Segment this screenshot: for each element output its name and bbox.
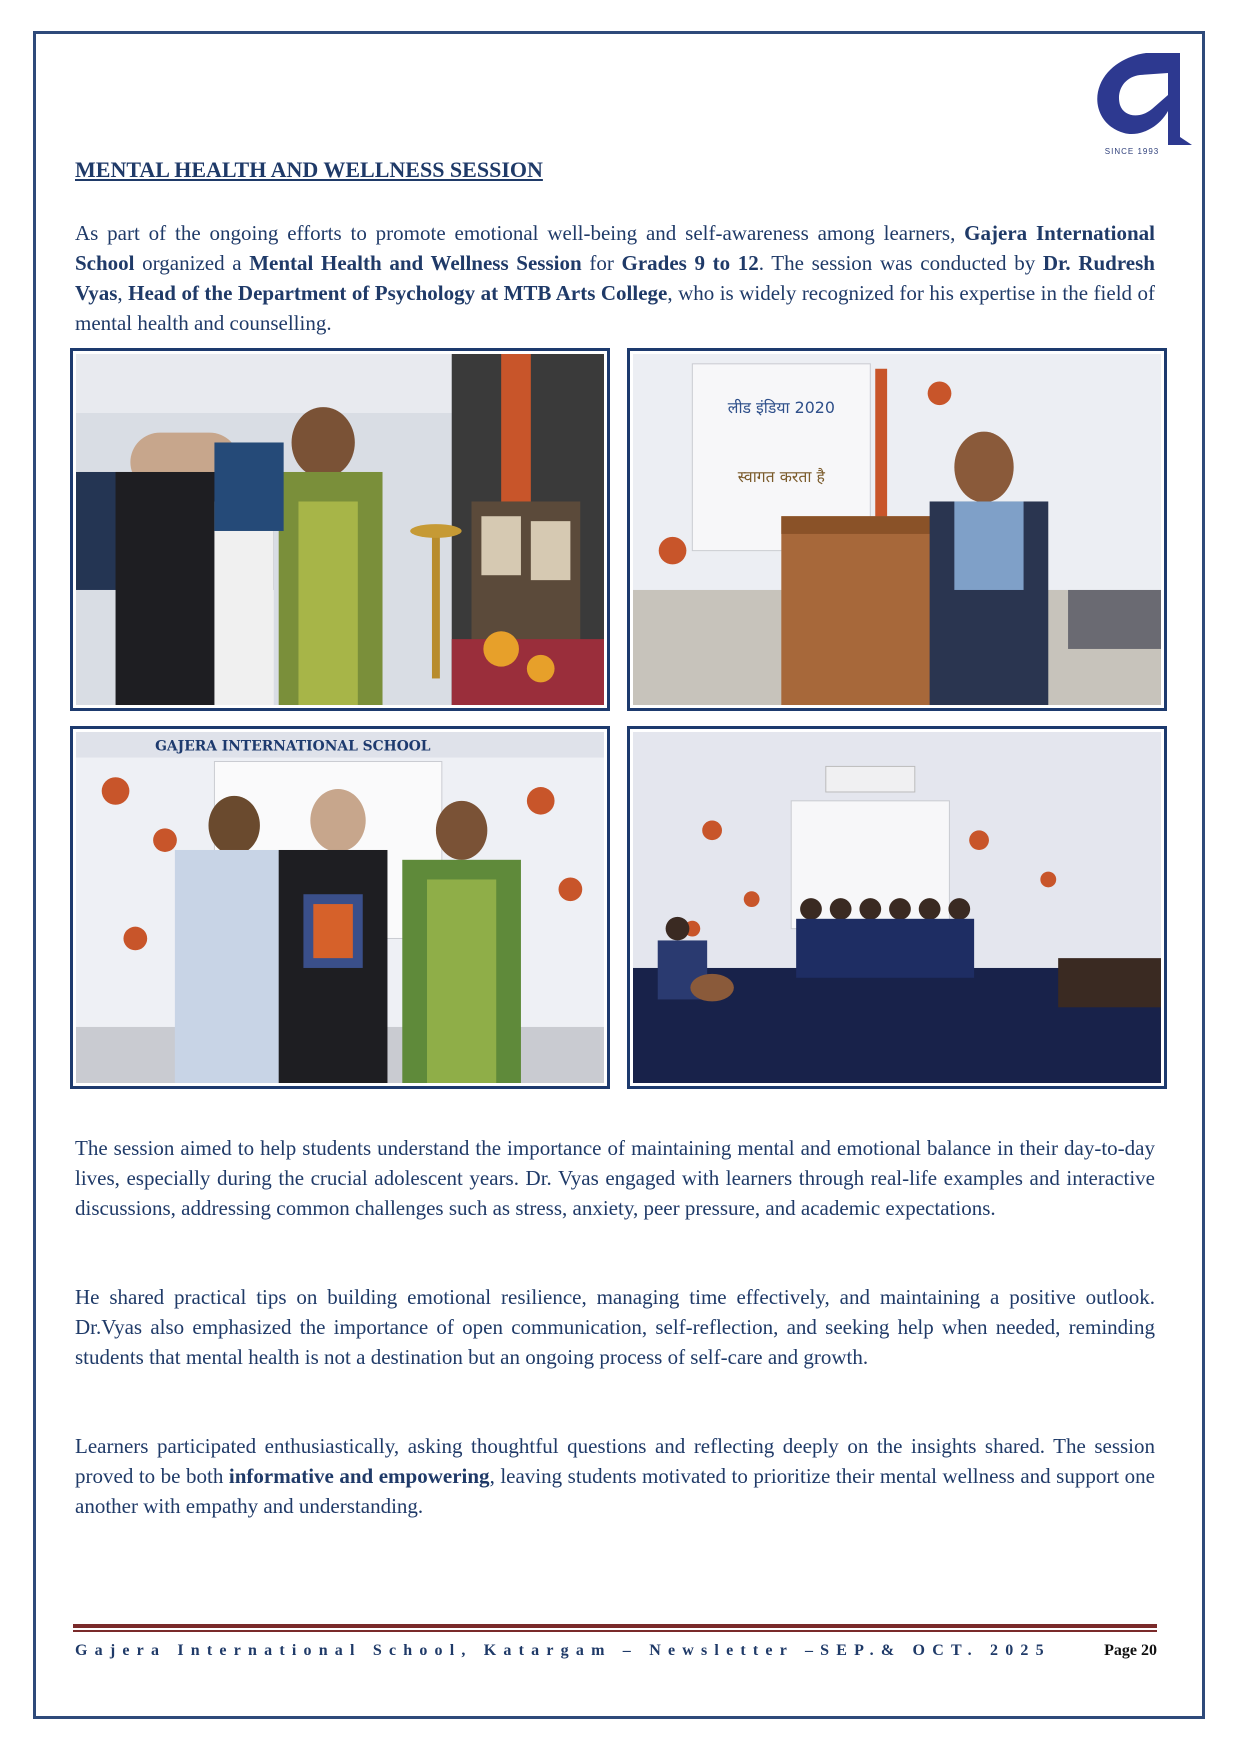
body-paragraph-3: He shared practical tips on building emotional resilience, managing time effectively, and maintaining a positive outlook. Dr.Vyas also emphasized the importance of open communication, self-reflection, and seeking help when needed, reminding students that mental health is not a destination but an ongoing process of self-care and growth. <box>75 1285 1155 1369</box>
body-paragraph-2: The session aimed to help students understand the importance of maintaining mental and emotional balance in their day-to-day lives, especially during the crucial adolescent years. Dr. Vyas engaged with learners through real-life examples and interactive discussions, addressing common challenges such as stress, anxiety, peer pressure, and academic expectations. <box>75 1136 1155 1220</box>
body-paragraph-4: Learners participated enthusiastically, asking thoughtful questions and reflecting deeply on the insights shared. The session proved to be both informative and empowering, leaving students motivated to prioritize their mental wellness and support one another with empathy and understanding. <box>75 1434 1155 1518</box>
logo-since-text: SINCE 1993 <box>1104 147 1160 156</box>
page-number: Page 20 <box>1104 1642 1157 1659</box>
photo-students-performance <box>627 726 1167 1089</box>
intro-paragraph: As part of the ongoing efforts to promote emotional well-being and self-awareness among learners, Gajera International School organized a Mental Health and Wellness Session for Grades 9 to 12. The session was conducted by Dr. Rudresh Vyas, Head of the Department of Psychology at MTB Arts College, who is widely recognized for his expertise in the field of mental health and counselling. <box>75 221 1156 335</box>
banner-welcome-text: स्वागत करता है <box>737 466 825 486</box>
footer <box>75 1642 1157 1660</box>
photo-speaker-podium <box>627 348 1167 711</box>
banner-title-text: लीड इंडिया 2020 <box>727 398 835 417</box>
photo-lamp-lighting <box>70 348 610 711</box>
article-title: MENTAL HEALTH AND WELLNESS SESSION <box>75 157 543 182</box>
school-logo-icon <box>1088 45 1193 163</box>
footer-school-name: Gajera International School, Katargam – Newsletter –SEP.& OCT. 2025 <box>75 1642 1051 1659</box>
footer-rule <box>73 1624 1157 1632</box>
school-sign-text: GAJERA INTERNATIONAL SCHOOL <box>155 738 431 755</box>
photo-felicitation <box>70 726 610 1089</box>
